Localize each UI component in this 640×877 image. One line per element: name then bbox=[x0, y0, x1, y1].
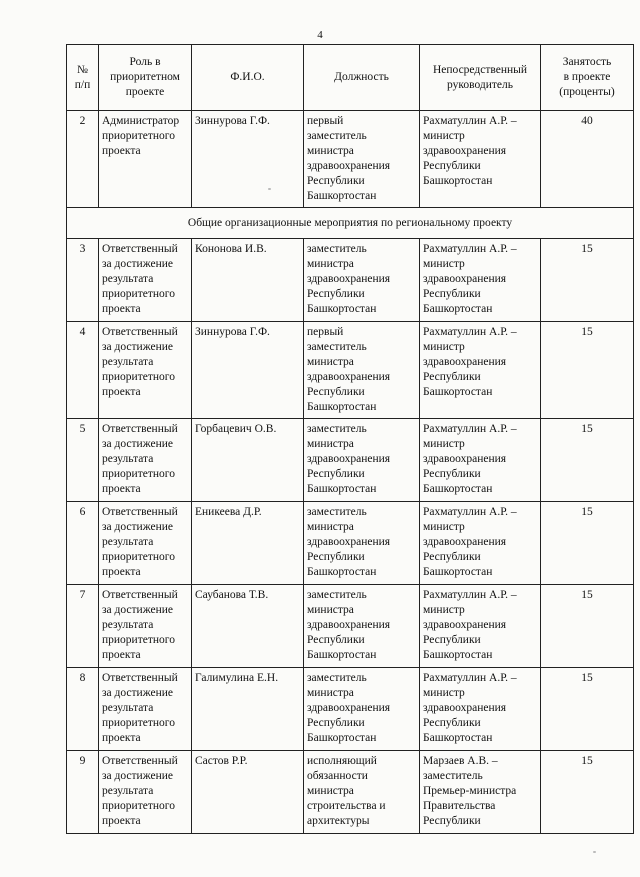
cell-num: 8 bbox=[67, 668, 99, 751]
section-row bbox=[67, 208, 634, 239]
project-roster-table bbox=[66, 44, 634, 834]
table-row bbox=[67, 502, 634, 585]
cell-name: Галимулина Е.Н. bbox=[192, 668, 304, 751]
scan-speck bbox=[593, 851, 596, 853]
cell-supervisor: Рахматуллин А.Р. – министр здравоохранения Республики Башкортостан bbox=[420, 668, 541, 751]
table-row bbox=[67, 322, 634, 419]
cell-position: заместитель министра здравоохранения Республики Башкортостан bbox=[304, 419, 420, 502]
table-row bbox=[67, 239, 634, 322]
cell-workload: 15 bbox=[541, 751, 634, 834]
cell-position: первый заместитель министра здравоохранения Республики Башкортостан bbox=[304, 322, 420, 419]
cell-supervisor: Рахматуллин А.Р. – министр здравоохранения Республики Башкортостан bbox=[420, 585, 541, 668]
cell-supervisor: Рахматуллин А.Р. – министр здравоохранения Республики Башкортостан bbox=[420, 239, 541, 322]
cell-supervisor: Рахматуллин А.Р. – министр здравоохранения Республики Башкортостан bbox=[420, 111, 541, 208]
cell-workload: 15 bbox=[541, 239, 634, 322]
header-num: № п/п bbox=[67, 45, 99, 111]
cell-workload: 15 bbox=[541, 585, 634, 668]
table-row bbox=[67, 751, 634, 834]
cell-workload: 40 bbox=[541, 111, 634, 208]
cell-position: первый заместитель министра здравоохранения Республики Башкортостан bbox=[304, 111, 420, 208]
cell-role: Ответственный за достижение результата приоритетного проекта bbox=[99, 419, 192, 502]
section-title: Общие организационные мероприятия по региональному проекту bbox=[67, 208, 634, 239]
cell-role: Администратор приоритетного проекта bbox=[99, 111, 192, 208]
cell-position: заместитель министра здравоохранения Республики Башкортостан bbox=[304, 668, 420, 751]
cell-supervisor: Марзаев А.В. – заместитель Премьер-министра Правительства Республики bbox=[420, 751, 541, 834]
cell-role: Ответственный за достижение результата приоритетного проекта bbox=[99, 668, 192, 751]
cell-position: заместитель министра здравоохранения Республики Башкортостан bbox=[304, 502, 420, 585]
cell-role: Ответственный за достижение результата приоритетного проекта bbox=[99, 502, 192, 585]
cell-position: заместитель министра здравоохранения Республики Башкортостан bbox=[304, 239, 420, 322]
cell-num: 3 bbox=[67, 239, 99, 322]
cell-name: Еникеева Д.Р. bbox=[192, 502, 304, 585]
cell-num: 4 bbox=[67, 322, 99, 419]
cell-name: Зиннурова Г.Ф. bbox=[192, 111, 304, 208]
cell-workload: 15 bbox=[541, 502, 634, 585]
table-header-row bbox=[67, 45, 634, 111]
cell-num: 9 bbox=[67, 751, 99, 834]
table-row bbox=[67, 585, 634, 668]
header-role: Роль в приоритетном проекте bbox=[99, 45, 192, 111]
cell-workload: 15 bbox=[541, 668, 634, 751]
cell-role: Ответственный за достижение результата приоритетного проекта bbox=[99, 751, 192, 834]
cell-supervisor: Рахматуллин А.Р. – министр здравоохранения Республики Башкортостан bbox=[420, 419, 541, 502]
cell-position: заместитель министра здравоохранения Республики Башкортостан bbox=[304, 585, 420, 668]
table-row bbox=[67, 668, 634, 751]
header-workload: Занятость в проекте (проценты) bbox=[541, 45, 634, 111]
table-row bbox=[67, 111, 634, 208]
cell-num: 7 bbox=[67, 585, 99, 668]
cell-role: Ответственный за достижение результата приоритетного проекта bbox=[99, 239, 192, 322]
cell-workload: 15 bbox=[541, 419, 634, 502]
cell-name: Састов Р.Р. bbox=[192, 751, 304, 834]
header-name: Ф.И.О. bbox=[192, 45, 304, 111]
cell-name: Кононова И.В. bbox=[192, 239, 304, 322]
cell-workload: 15 bbox=[541, 322, 634, 419]
cell-supervisor: Рахматуллин А.Р. – министр здравоохранения Республики Башкортостан bbox=[420, 502, 541, 585]
cell-num: 5 bbox=[67, 419, 99, 502]
page-number: 4 bbox=[317, 29, 323, 41]
table-row bbox=[67, 419, 634, 502]
cell-num: 6 bbox=[67, 502, 99, 585]
header-position: Должность bbox=[304, 45, 420, 111]
scan-speck bbox=[268, 188, 271, 190]
cell-name: Горбацевич О.В. bbox=[192, 419, 304, 502]
cell-name: Зиннурова Г.Ф. bbox=[192, 322, 304, 419]
cell-num: 2 bbox=[67, 111, 99, 208]
cell-position: исполняющий обязанности министра строительства и архитектуры bbox=[304, 751, 420, 834]
cell-name: Саубанова Т.В. bbox=[192, 585, 304, 668]
cell-role: Ответственный за достижение результата приоритетного проекта bbox=[99, 585, 192, 668]
cell-supervisor: Рахматуллин А.Р. – министр здравоохранения Республики Башкортостан bbox=[420, 322, 541, 419]
cell-role: Ответственный за достижение результата приоритетного проекта bbox=[99, 322, 192, 419]
header-supervisor: Непосредственный руководитель bbox=[420, 45, 541, 111]
